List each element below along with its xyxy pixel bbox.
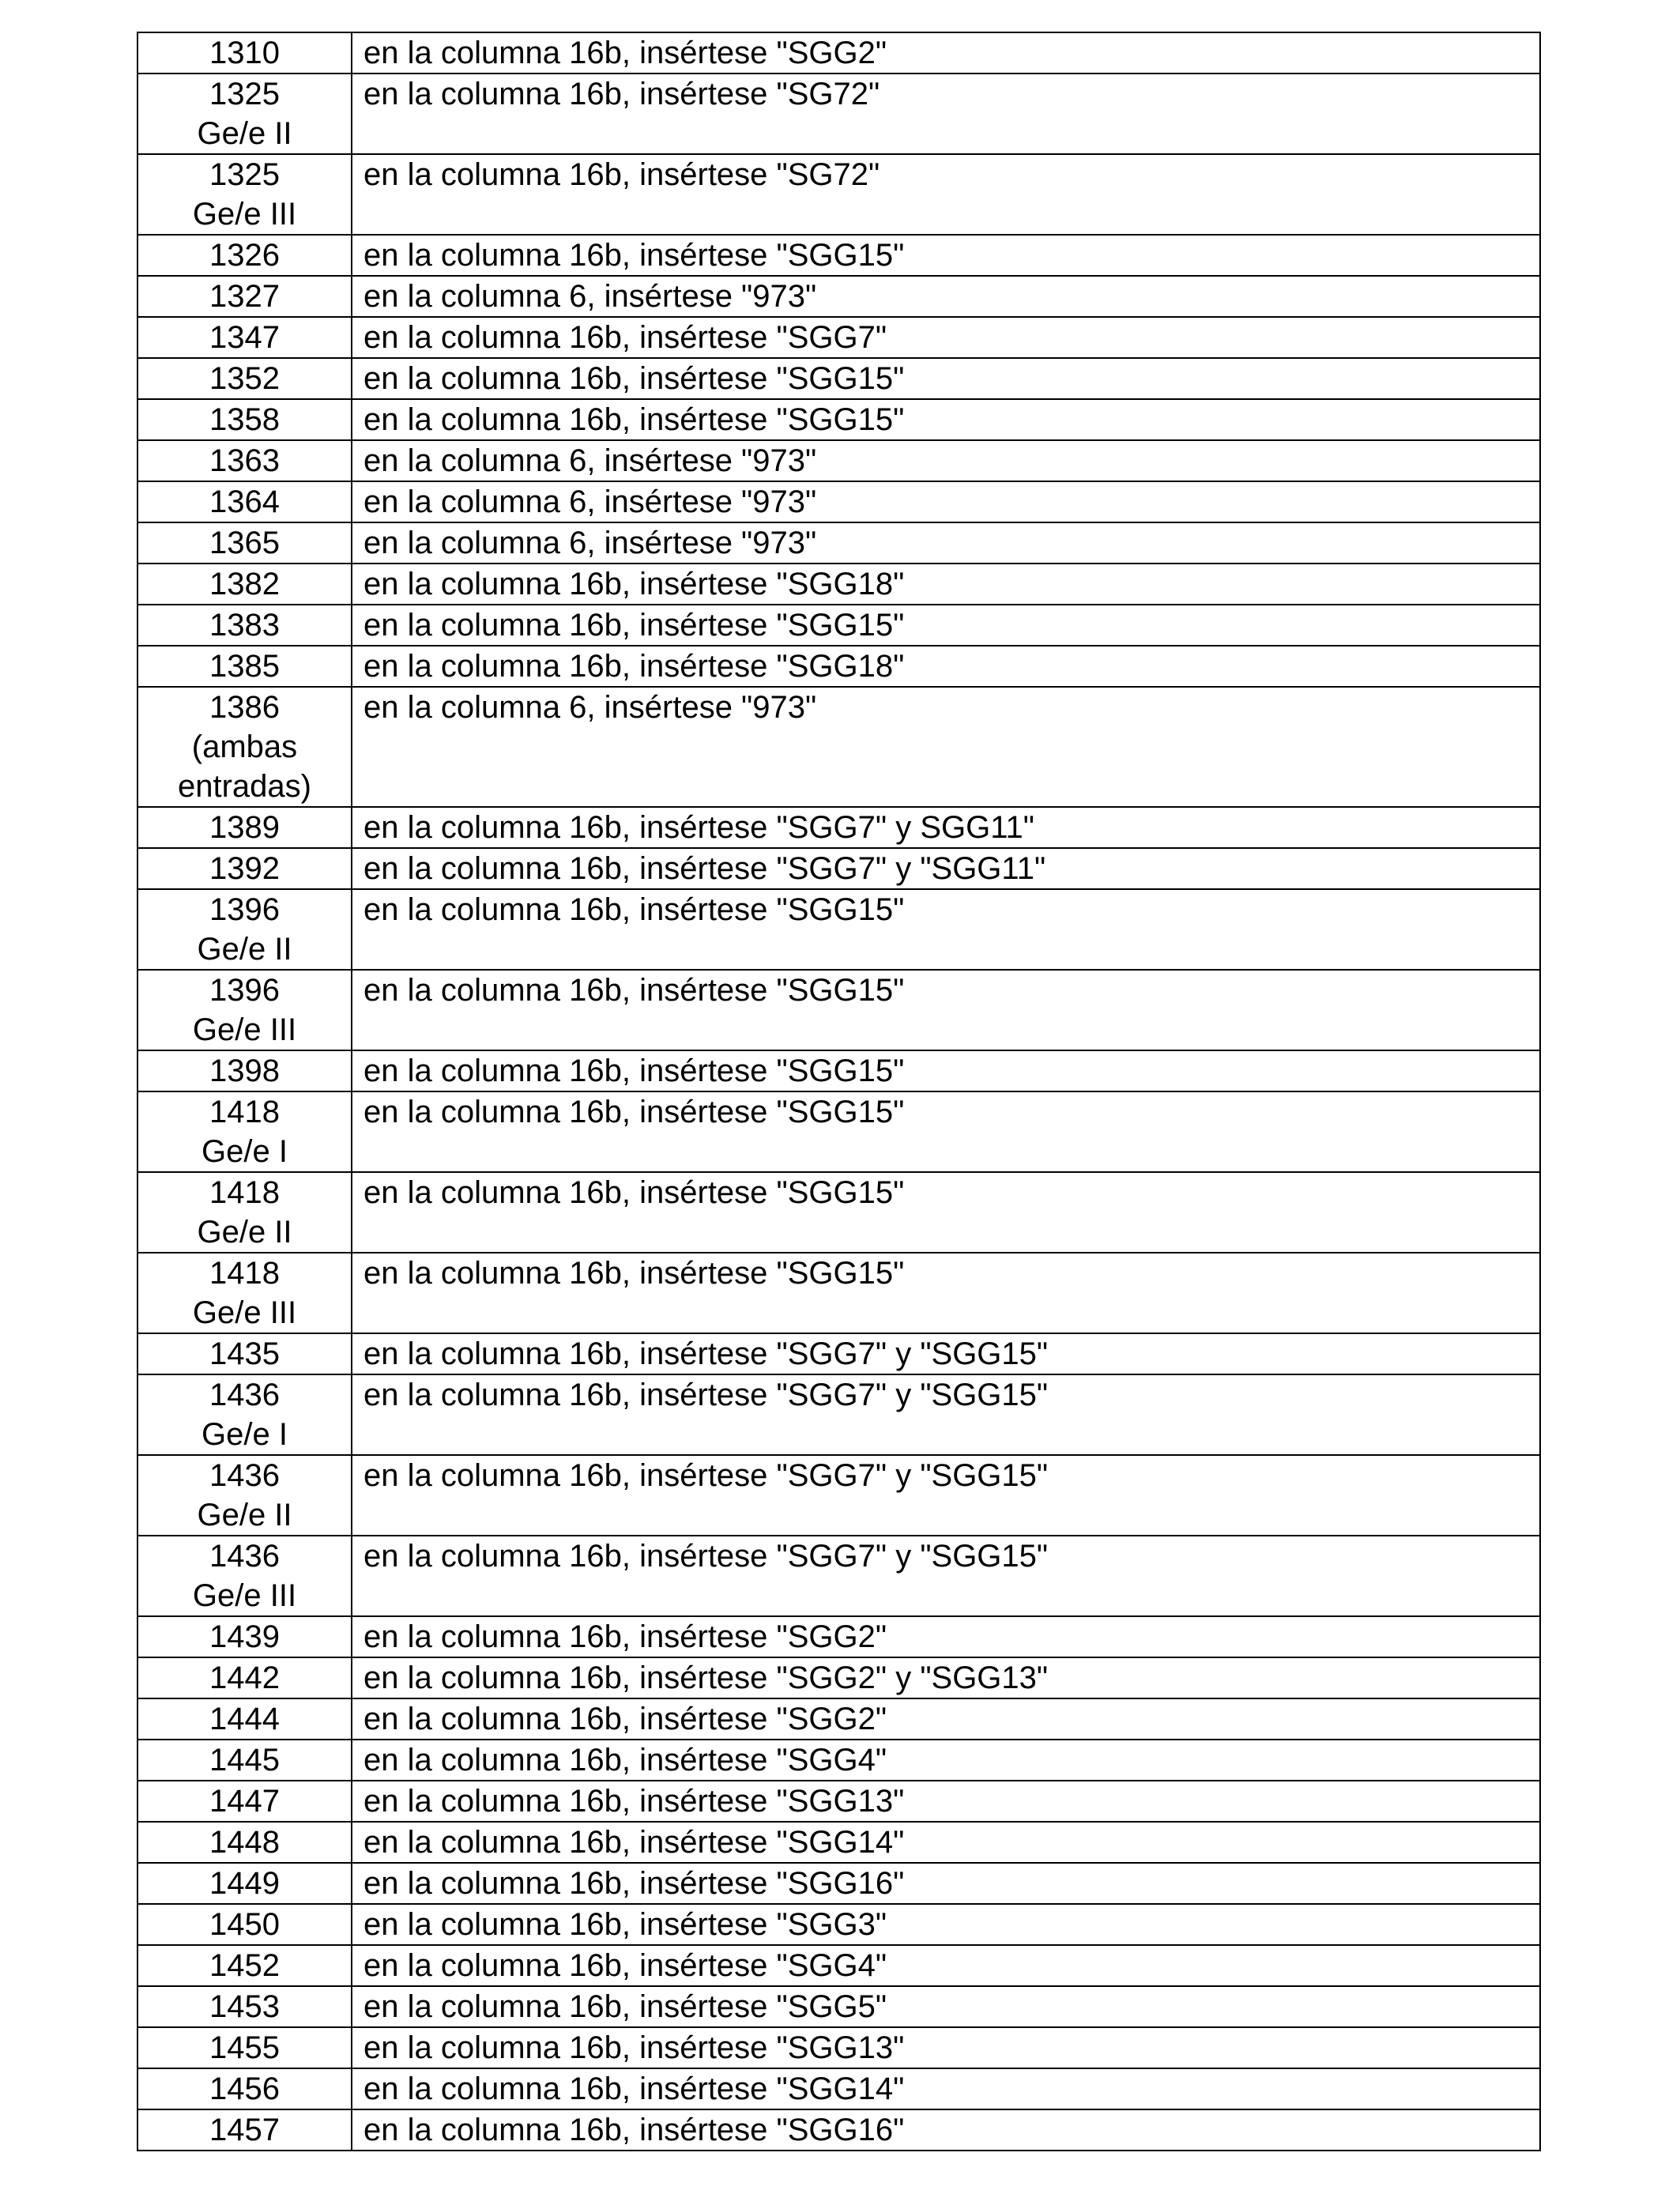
amendment-cell: en la columna 16b, insértese "SGG15" [352, 605, 1540, 646]
table-row [137, 358, 1540, 399]
un-number-cell: 1385 [137, 646, 352, 687]
un-number-cell: 1392 [137, 848, 352, 889]
un-number-cell: 1389 [137, 807, 352, 848]
un-number-cell: 1358 [137, 399, 352, 440]
amendment-cell: en la columna 16b, insértese "SGG5" [352, 1986, 1540, 2027]
table-row [137, 687, 1540, 807]
un-number-cell: 1436 Ge/e II [137, 1455, 352, 1536]
table-row [137, 2068, 1540, 2109]
un-number-cell: 1352 [137, 358, 352, 399]
amendment-cell: en la columna 16b, insértese "SGG15" [352, 235, 1540, 276]
table-row [137, 1657, 1540, 1698]
amendment-cell: en la columna 16b, insértese "SGG16" [352, 2109, 1540, 2151]
amendment-cell: en la columna 16b, insértese "SGG15" [352, 1050, 1540, 1091]
amendment-cell: en la columna 16b, insértese "SGG2" [352, 1616, 1540, 1657]
un-number-cell: 1418 Ge/e III [137, 1253, 352, 1333]
amendment-cell: en la columna 16b, insértese "SGG13" [352, 1781, 1540, 1822]
table-row [137, 1740, 1540, 1781]
un-number-cell: 1436 Ge/e I [137, 1374, 352, 1455]
un-number-cell: 1457 [137, 2109, 352, 2151]
amendment-cell: en la columna 16b, insértese "SGG4" [352, 1945, 1540, 1986]
un-number-cell: 1445 [137, 1740, 352, 1781]
table-row [137, 1616, 1540, 1657]
un-number-cell: 1442 [137, 1657, 352, 1698]
table-row [137, 564, 1540, 605]
amendment-cell: en la columna 6, insértese "973" [352, 522, 1540, 564]
amendment-cell: en la columna 16b, insértese "SGG7" y "SGG11" [352, 848, 1540, 889]
un-number-cell: 1396 Ge/e III [137, 970, 352, 1050]
amendment-cell: en la columna 16b, insértese "SGG2" [352, 1698, 1540, 1740]
amendment-cell: en la columna 16b, insértese "SGG4" [352, 1740, 1540, 1781]
amendment-cell: en la columna 16b, insértese "SGG14" [352, 1822, 1540, 1863]
amendment-cell: en la columna 16b, insértese "SGG15" [352, 970, 1540, 1050]
un-number-cell: 1325 Ge/e III [137, 154, 352, 235]
table-row [137, 2109, 1540, 2151]
table-row [137, 605, 1540, 646]
un-number-cell: 1398 [137, 1050, 352, 1091]
table-row [137, 2027, 1540, 2068]
un-number-cell: 1325 Ge/e II [137, 74, 352, 154]
un-number-cell: 1383 [137, 605, 352, 646]
amendment-cell: en la columna 6, insértese "973" [352, 687, 1540, 807]
table-row [137, 1986, 1540, 2027]
un-number-cell: 1365 [137, 522, 352, 564]
un-number-cell: 1364 [137, 481, 352, 522]
amendment-cell: en la columna 16b, insértese "SG72" [352, 74, 1540, 154]
table-row [137, 32, 1540, 74]
un-number-cell: 1396 Ge/e II [137, 889, 352, 970]
table-row [137, 1091, 1540, 1172]
amendment-cell: en la columna 16b, insértese "SGG14" [352, 2068, 1540, 2109]
amendments-table [137, 32, 1541, 2151]
amendment-cell: en la columna 16b, insértese "SGG15" [352, 399, 1540, 440]
un-number-cell: 1455 [137, 2027, 352, 2068]
amendment-cell: en la columna 16b, insértese "SGG18" [352, 564, 1540, 605]
amendment-cell: en la columna 16b, insértese "SGG13" [352, 2027, 1540, 2068]
table-row [137, 1333, 1540, 1374]
amendment-cell: en la columna 16b, insértese "SGG2" [352, 32, 1540, 74]
table-row [137, 154, 1540, 235]
un-number-cell: 1444 [137, 1698, 352, 1740]
amendment-cell: en la columna 6, insértese "973" [352, 276, 1540, 317]
un-number-cell: 1326 [137, 235, 352, 276]
amendment-cell: en la columna 16b, insértese "SGG7" [352, 317, 1540, 358]
table-row [137, 1945, 1540, 1986]
table-row [137, 1172, 1540, 1253]
un-number-cell: 1447 [137, 1781, 352, 1822]
table-row [137, 235, 1540, 276]
table-row [137, 1781, 1540, 1822]
table-row [137, 1374, 1540, 1455]
amendment-cell: en la columna 16b, insértese "SGG15" [352, 1172, 1540, 1253]
table-row [137, 481, 1540, 522]
table-row [137, 807, 1540, 848]
un-number-cell: 1449 [137, 1863, 352, 1904]
amendment-cell: en la columna 16b, insértese "SGG16" [352, 1863, 1540, 1904]
un-number-cell: 1418 Ge/e II [137, 1172, 352, 1253]
amendment-cell: en la columna 16b, insértese "SGG7" y "SGG15" [352, 1333, 1540, 1374]
un-number-cell: 1310 [137, 32, 352, 74]
table-row [137, 646, 1540, 687]
amendment-cell: en la columna 16b, insértese "SGG3" [352, 1904, 1540, 1945]
un-number-cell: 1418 Ge/e I [137, 1091, 352, 1172]
table-row [137, 1698, 1540, 1740]
amendment-cell: en la columna 6, insértese "973" [352, 481, 1540, 522]
amendment-cell: en la columna 16b, insértese "SGG2" y "SGG13" [352, 1657, 1540, 1698]
un-number-cell: 1435 [137, 1333, 352, 1374]
amendment-cell: en la columna 6, insértese "973" [352, 440, 1540, 481]
un-number-cell: 1347 [137, 317, 352, 358]
table-row [137, 399, 1540, 440]
un-number-cell: 1456 [137, 2068, 352, 2109]
table-row [137, 848, 1540, 889]
table-row [137, 1863, 1540, 1904]
table-row [137, 1904, 1540, 1945]
amendments-table-body [137, 32, 1540, 2151]
table-row [137, 889, 1540, 970]
table-row [137, 74, 1540, 154]
un-number-cell: 1363 [137, 440, 352, 481]
table-row [137, 276, 1540, 317]
table-row [137, 1536, 1540, 1616]
un-number-cell: 1386 (ambas entradas) [137, 687, 352, 807]
amendment-cell: en la columna 16b, insértese "SGG7" y "SGG15" [352, 1536, 1540, 1616]
amendment-cell: en la columna 16b, insértese "SGG15" [352, 1253, 1540, 1333]
un-number-cell: 1452 [137, 1945, 352, 1986]
amendment-cell: en la columna 16b, insértese "SGG7" y SGG11" [352, 807, 1540, 848]
amendment-cell: en la columna 16b, insértese "SGG15" [352, 1091, 1540, 1172]
amendment-cell: en la columna 16b, insértese "SGG15" [352, 889, 1540, 970]
un-number-cell: 1453 [137, 1986, 352, 2027]
table-row [137, 1822, 1540, 1863]
un-number-cell: 1436 Ge/e III [137, 1536, 352, 1616]
un-number-cell: 1382 [137, 564, 352, 605]
un-number-cell: 1450 [137, 1904, 352, 1945]
table-row [137, 522, 1540, 564]
un-number-cell: 1448 [137, 1822, 352, 1863]
amendment-cell: en la columna 16b, insértese "SGG7" y "SGG15" [352, 1374, 1540, 1455]
table-row [137, 440, 1540, 481]
table-row [137, 317, 1540, 358]
amendment-cell: en la columna 16b, insértese "SGG18" [352, 646, 1540, 687]
amendment-cell: en la columna 16b, insértese "SG72" [352, 154, 1540, 235]
table-row [137, 1050, 1540, 1091]
amendment-cell: en la columna 16b, insértese "SGG15" [352, 358, 1540, 399]
un-number-cell: 1327 [137, 276, 352, 317]
table-row [137, 1253, 1540, 1333]
table-row [137, 1455, 1540, 1536]
amendment-cell: en la columna 16b, insértese "SGG7" y "SGG15" [352, 1455, 1540, 1536]
un-number-cell: 1439 [137, 1616, 352, 1657]
table-row [137, 970, 1540, 1050]
